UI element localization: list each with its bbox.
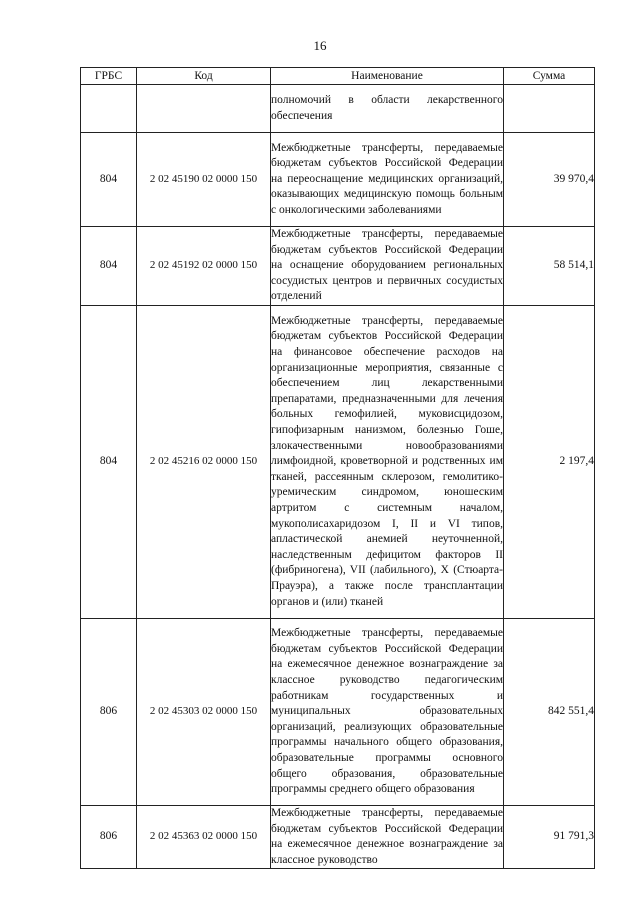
cell-sum xyxy=(504,85,595,133)
table-row xyxy=(81,805,595,868)
table-row xyxy=(81,133,595,227)
cell-sum: 842 551,4 xyxy=(504,618,595,805)
cell-grbs xyxy=(81,85,137,133)
table-row xyxy=(81,85,595,133)
cell-code: 2 02 45363 02 0000 150 xyxy=(137,805,271,868)
cell-name: Межбюджетные трансферты, передаваемые бюджетам субъектов Российской Федерации на финансовое обеспечение расходов на организационные мероприятия, связанные с обеспечением лиц лекарственными препаратами, предназначенными для лечения больных гемофилией, муковисцидозом, гипофизарным нанизмом, болезнью Гоше, злокачественными новообразованиями лимфоидной, кроветворной и родственных им тканей, рассеянным склерозом, гемолитико-уремическим синдромом, юношеским артритом с системным началом, мукополисахаридозом I, II и VI типов, апластической анемией неуточненной, наследственным дефицитом факторов II (фибриногена), VII (лабильного), X (Стюарта-Прауэра), а также после трансплантации органов и (или) тканей xyxy=(271,305,504,618)
cell-code: 2 02 45303 02 0000 150 xyxy=(137,618,271,805)
cell-code: 2 02 45190 02 0000 150 xyxy=(137,133,271,227)
budget-table xyxy=(80,67,595,869)
cell-grbs: 804 xyxy=(81,227,137,306)
cell-grbs: 804 xyxy=(81,305,137,618)
table-row xyxy=(81,227,595,306)
table-row xyxy=(81,618,595,805)
cell-sum: 39 970,4 xyxy=(504,133,595,227)
cell-grbs: 804 xyxy=(81,133,137,227)
cell-grbs: 806 xyxy=(81,805,137,868)
cell-name: полномочий в области лекарственного обеспечения xyxy=(271,85,504,133)
header-grbs: ГРБС xyxy=(81,68,137,85)
cell-name: Межбюджетные трансферты, передаваемые бюджетам субъектов Российской Федерации на ежемесячное денежное вознаграждение за классное руководство xyxy=(271,805,504,868)
cell-name: Межбюджетные трансферты, передаваемые бюджетам субъектов Российской Федерации на переоснащение медицинских организаций, оказывающих медицинскую помощь больным с онкологическими заболеваниями xyxy=(271,133,504,227)
cell-name: Межбюджетные трансферты, передаваемые бюджетам субъектов Российской Федерации на ежемесячное денежное вознаграждение за классное руководство педагогическим работникам государственных и муниципальных образовательных организаций, реализующих образовательные программы начального общего образования, образовательные программы основного общего образования, образовательные программы среднего общего образования xyxy=(271,618,504,805)
cell-code xyxy=(137,85,271,133)
cell-name: Межбюджетные трансферты, передаваемые бюджетам субъектов Российской Федерации на оснащение оборудованием региональных сосудистых центров и первичных сосудистых отделений xyxy=(271,227,504,306)
cell-sum: 2 197,4 xyxy=(504,305,595,618)
table-header-row xyxy=(81,68,595,85)
cell-code: 2 02 45216 02 0000 150 xyxy=(137,305,271,618)
cell-sum: 91 791,3 xyxy=(504,805,595,868)
page-number: 16 xyxy=(313,38,327,53)
table-row xyxy=(81,305,595,618)
cell-sum: 58 514,1 xyxy=(504,227,595,306)
header-sum: Сумма xyxy=(504,68,595,85)
cell-grbs: 806 xyxy=(81,618,137,805)
header-code: Код xyxy=(137,68,271,85)
cell-code: 2 02 45192 02 0000 150 xyxy=(137,227,271,306)
header-name: Наименование xyxy=(271,68,504,85)
